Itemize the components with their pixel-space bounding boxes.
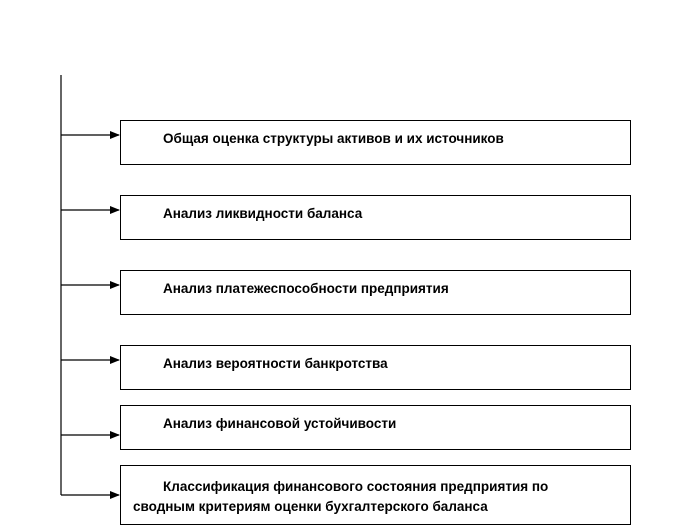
box-classification <box>120 465 631 525</box>
box-label: Анализ финансовой устойчивости <box>163 416 397 431</box>
box-stability-analysis <box>120 405 631 450</box>
box-liquidity-analysis <box>120 195 631 240</box>
box-label-line-1: Классификация финансового состояния предприятия по <box>163 479 549 494</box>
box-structure-assessment <box>120 120 631 165</box>
box-label: Общая оценка структуры активов и их источников <box>163 131 504 146</box>
box-label: Анализ ликвидности баланса <box>163 206 363 221</box>
box-label-line-2: сводным критериям оценки бухгалтерского баланса <box>133 499 488 514</box>
box-label: Анализ вероятности банкротства <box>163 356 388 371</box>
box-label <box>133 477 623 517</box>
box-label: Анализ платежеспособности предприятия <box>163 281 449 296</box>
box-bankruptcy-analysis <box>120 345 631 390</box>
box-solvency-analysis <box>120 270 631 315</box>
